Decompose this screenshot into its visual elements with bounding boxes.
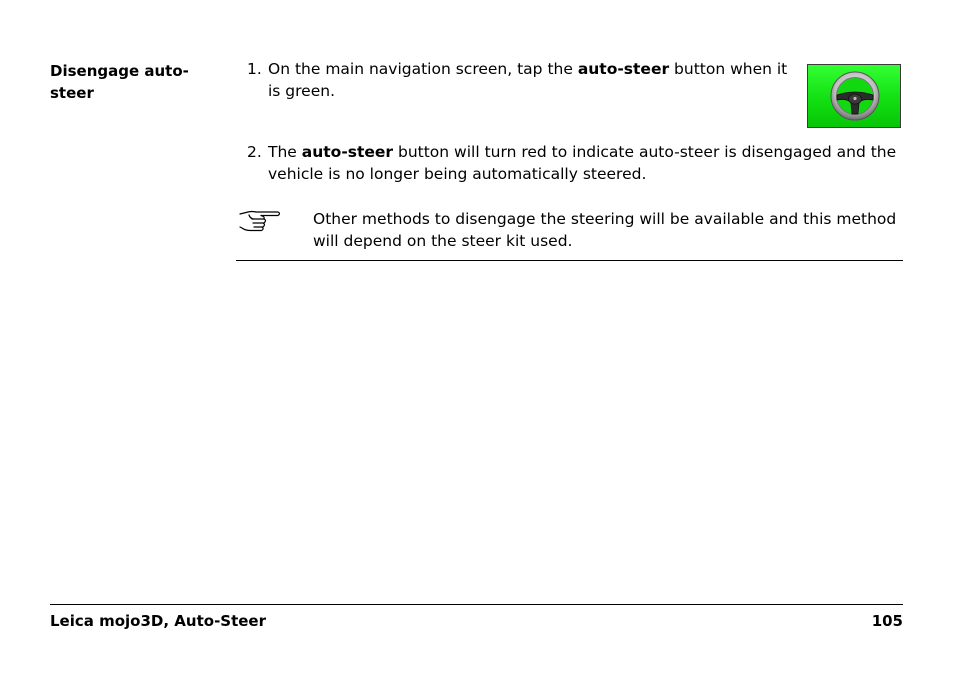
footer-title: Leica mojo3D, Auto-Steer [50, 612, 267, 630]
auto-steer-button-image [807, 64, 901, 128]
step-keyword: auto-steer [301, 143, 394, 161]
steering-wheel-icon [829, 70, 881, 122]
section-heading: Disengage auto-steer [50, 62, 189, 102]
step-text: The auto-steer button will turn red to indicate auto-steer is disengaged and the vehicle is no longer being automatically steered. [268, 143, 897, 183]
step-text: On the main navigation screen, tap the auto-steer button when it is green. [268, 60, 788, 100]
page-number: 105 [871, 612, 903, 630]
step-keyword: auto-steer [577, 60, 670, 78]
step-number: 1. [247, 60, 262, 78]
pointing-hand-icon [238, 208, 282, 234]
step-number: 2. [247, 143, 262, 161]
footer-divider [50, 604, 903, 605]
note-text: Other methods to disengage the steering will be available and this method will depend on the steer kit used. [313, 210, 897, 250]
section-divider [236, 260, 903, 261]
